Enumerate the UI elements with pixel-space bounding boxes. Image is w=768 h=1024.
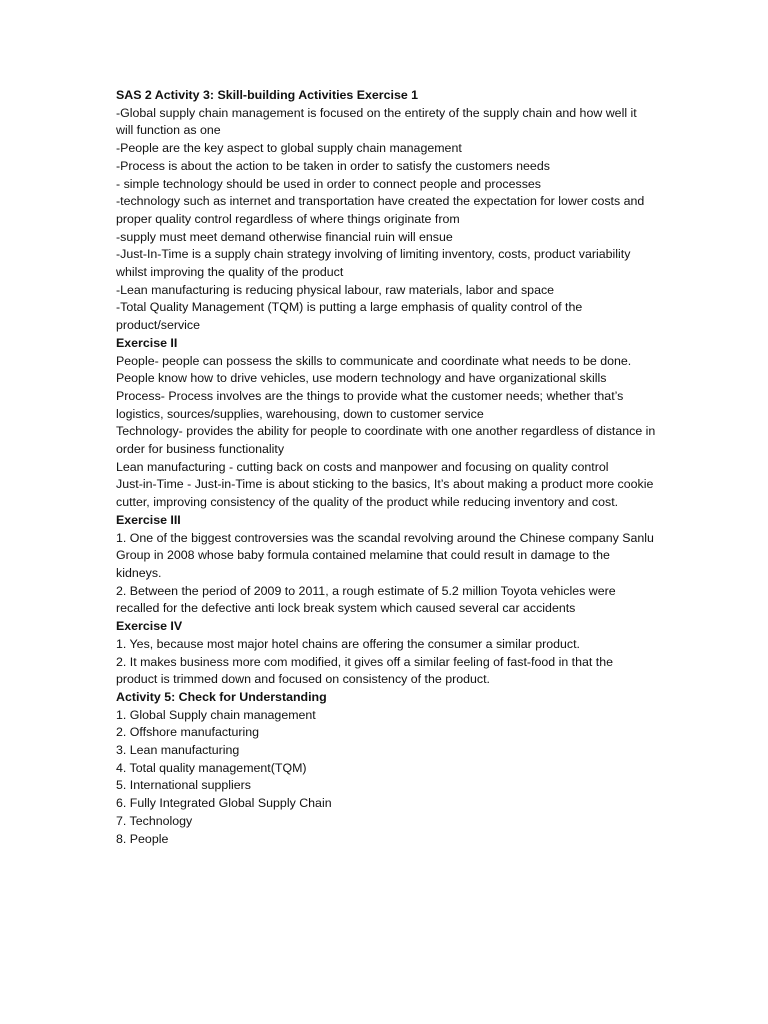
section-heading: Exercise IV	[116, 619, 183, 634]
section-heading: Exercise II	[116, 335, 178, 350]
section-heading: Activity 5: Check for Understanding	[116, 689, 327, 704]
paragraph: -supply must meet demand otherwise financial ruin will ensue	[116, 229, 453, 244]
paragraph: 2. It makes business more com modified, it gives off a similar feeling of fast-food in that the product is trimmed down and focused on consistency of the product.	[116, 654, 614, 687]
paragraph: 1. Yes, because most major hotel chains are offering the consumer a similar product.	[116, 636, 580, 651]
paragraph: 5. International suppliers	[116, 778, 252, 793]
paragraph: Process- Process involves are the things to provide what the customer needs; whether that’s logistics, sources/supplies, warehousing, down to customer service	[116, 388, 624, 421]
paragraph: -People are the key aspect to global supply chain management	[116, 141, 462, 156]
paragraph: -Process is about the action to be taken in order to satisfy the customers needs	[116, 158, 550, 173]
paragraph: -technology such as internet and transportation have created the expectation for lower costs and proper quality control regardless of where things originate from	[116, 194, 645, 226]
section-heading: SAS 2 Activity 3: Skill-building Activities Exercise 1	[116, 88, 419, 102]
paragraph: -Just-In-Time is a supply chain strategy involving of limiting inventory, costs, product variability whilst improving the quality of the product	[116, 247, 631, 280]
section-heading: Exercise III	[116, 512, 181, 527]
paragraph: People- people can possess the skills to communicate and coordinate what needs to be done. People know how to drive vehicles, use modern technology and have organizational skills	[116, 353, 632, 386]
paragraph: 2. Offshore manufacturing	[116, 725, 260, 740]
paragraph: 1. One of the biggest controversies was the scandal revolving around the Chinese company Sanlu Group in 2008 whose baby formula contained melamine that could result in damage to the kidneys.	[116, 530, 654, 580]
paragraph: 8. People	[116, 831, 169, 846]
document-page	[116, 87, 656, 848]
paragraph: 3. Lean manufacturing	[116, 743, 240, 758]
paragraph: 4. Total quality management(TQM)	[116, 760, 307, 775]
paragraph: 2. Between the period of 2009 to 2011, a rough estimate of 5.2 million Toyota vehicles were recalled for the defective anti lock break system which caused several car accidents	[116, 583, 616, 616]
paragraph: - simple technology should be used in order to connect people and processes	[116, 176, 541, 191]
paragraph: 7. Technology	[116, 813, 193, 828]
paragraph: Just-in-Time - Just-in-Time is about sticking to the basics, It’s about making a product more cookie cutter, improving consistency of the quality of the product while reducing inventory and cost.	[116, 477, 654, 510]
paragraph: -Total Quality Management (TQM) is putting a large emphasis of quality control of the product/service	[116, 300, 583, 333]
paragraph: -Lean manufacturing is reducing physical labour, raw materials, labor and space	[116, 282, 555, 297]
paragraph: 1. Global Supply chain management	[116, 707, 316, 722]
paragraph: Technology- provides the ability for people to coordinate with one another regardless of distance in order for business functionality	[116, 424, 656, 457]
paragraph: -Global supply chain management is focused on the entirety of the supply chain and how well it will function as one	[116, 105, 637, 138]
paragraph: 6. Fully Integrated Global Supply Chain	[116, 796, 332, 811]
paragraph: Lean manufacturing - cutting back on costs and manpower and focusing on quality control	[116, 459, 609, 474]
